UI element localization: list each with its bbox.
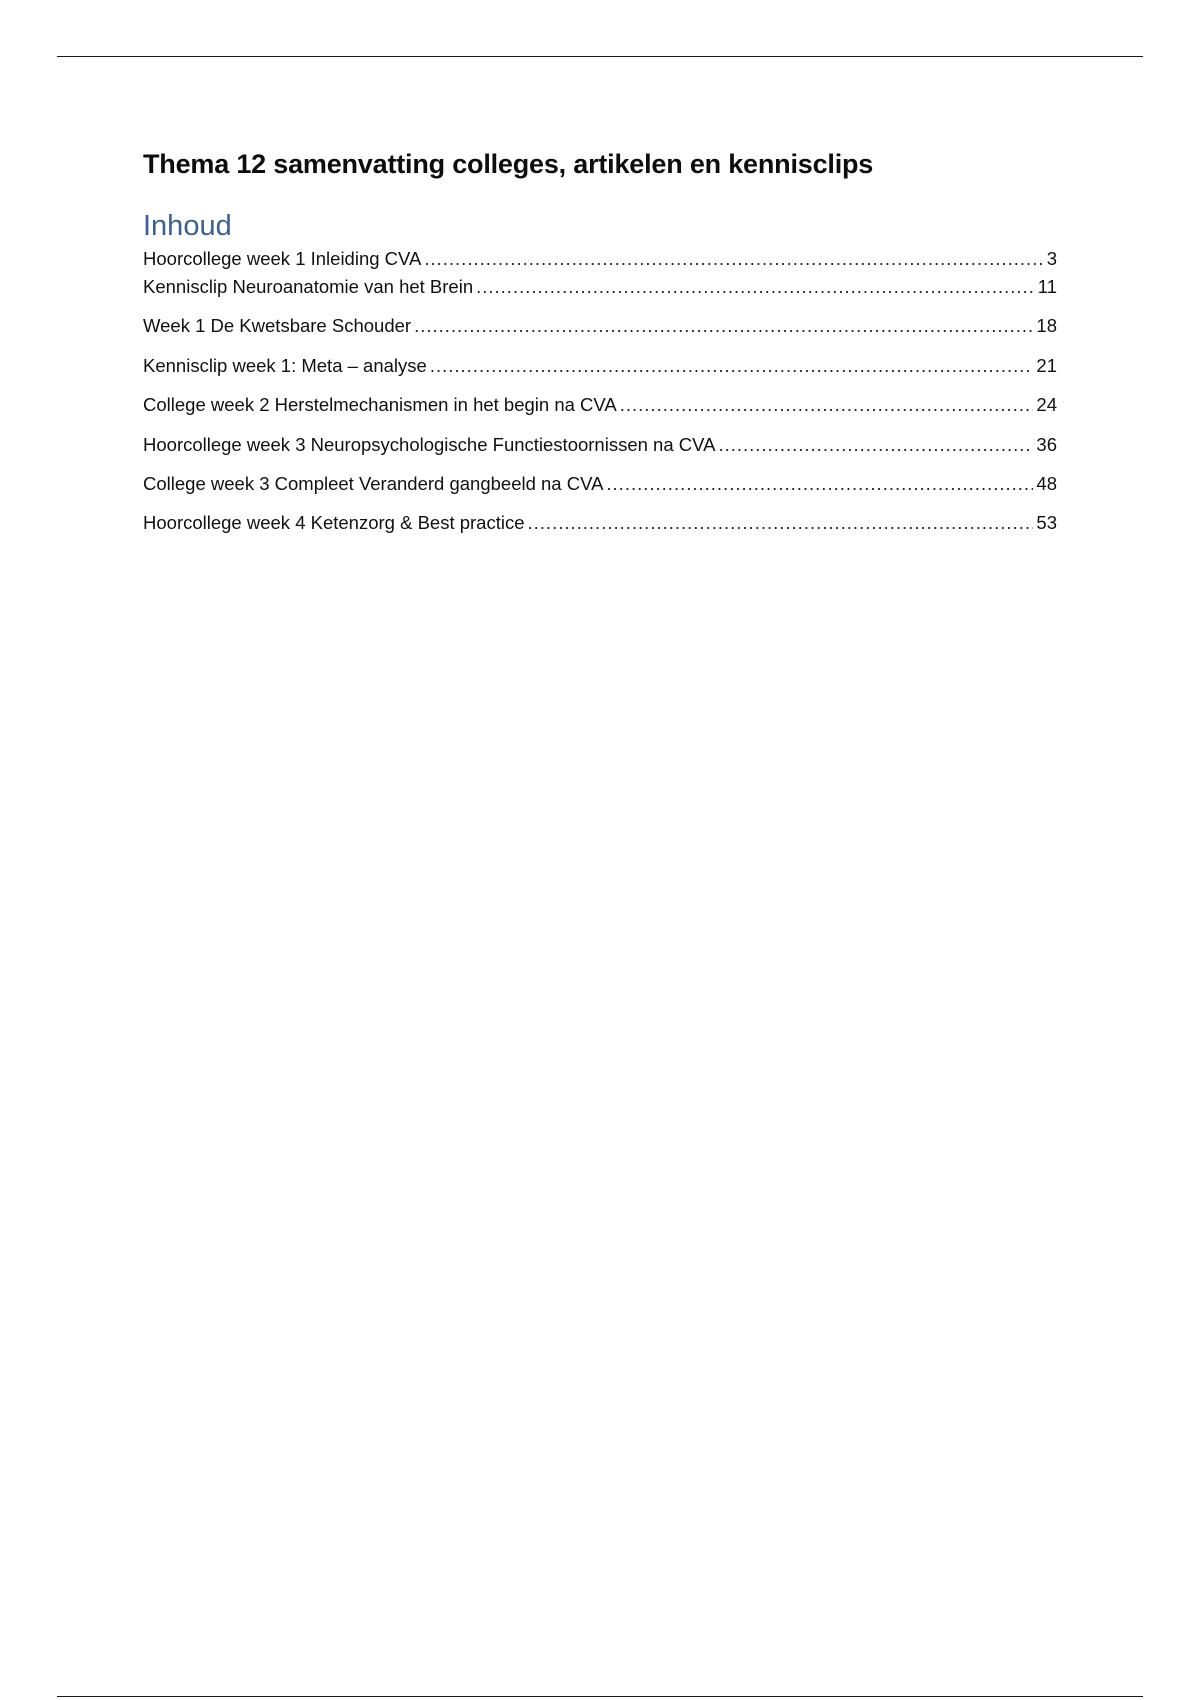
toc-page-number[interactable]: 48 [1036, 472, 1057, 494]
toc-page-number[interactable]: 53 [1036, 512, 1057, 534]
toc-entry-title[interactable]: Kennisclip Neuroanatomie van het Brein [143, 276, 474, 297]
toc-entry-title[interactable]: Hoorcollege week 4 Ketenzorg & Best practice [143, 512, 525, 534]
toc-page-number[interactable]: 11 [1037, 276, 1057, 297]
toc-dot-leader [430, 355, 1034, 377]
toc-dot-leader [414, 315, 1033, 337]
toc-entry[interactable] [143, 315, 1057, 354]
footer-rule [57, 1696, 1143, 1697]
toc-dot-leader [528, 512, 1034, 534]
toc-entry[interactable] [143, 512, 1057, 551]
toc-entry-title[interactable]: Week 1 De Kwetsbare Schouder [143, 315, 412, 337]
toc-page-number[interactable]: 18 [1036, 315, 1057, 337]
toc-heading: Inhoud [143, 210, 232, 242]
toc-entry-title[interactable]: Hoorcollege week 3 Neuropsychologische Functiestoornissen na CVA [143, 433, 716, 455]
document-title: Thema 12 samenvatting colleges, artikelen en kennisclips [143, 149, 874, 179]
toc-dot-leader [424, 248, 1043, 270]
toc-dot-leader [476, 276, 1035, 298]
header-rule [57, 56, 1143, 57]
toc-dot-leader [718, 434, 1033, 456]
toc-entry-title[interactable]: Kennisclip week 1: Meta – analyse [143, 354, 427, 376]
toc-entry[interactable] [143, 394, 1057, 433]
toc-page-number[interactable]: 3 [1046, 248, 1057, 269]
toc-entry[interactable] [143, 434, 1057, 473]
table-of-contents [143, 248, 1057, 552]
toc-entry[interactable] [143, 248, 1057, 276]
toc-entry[interactable] [143, 355, 1057, 394]
toc-page-number[interactable]: 24 [1036, 394, 1057, 416]
toc-entry[interactable] [143, 276, 1057, 315]
document-body [143, 146, 1057, 552]
toc-entry-title[interactable]: College week 3 Compleet Veranderd gangbeeld na CVA [143, 472, 604, 494]
toc-page-number[interactable]: 21 [1036, 354, 1057, 376]
toc-entry-title[interactable]: College week 2 Herstelmechanismen in het begin na CVA [143, 394, 617, 416]
toc-dot-leader [606, 473, 1033, 495]
toc-entry-title[interactable]: Hoorcollege week 1 Inleiding CVA [143, 248, 422, 269]
toc-entry[interactable] [143, 473, 1057, 512]
toc-dot-leader [620, 394, 1034, 416]
toc-page-number[interactable]: 36 [1036, 433, 1057, 455]
